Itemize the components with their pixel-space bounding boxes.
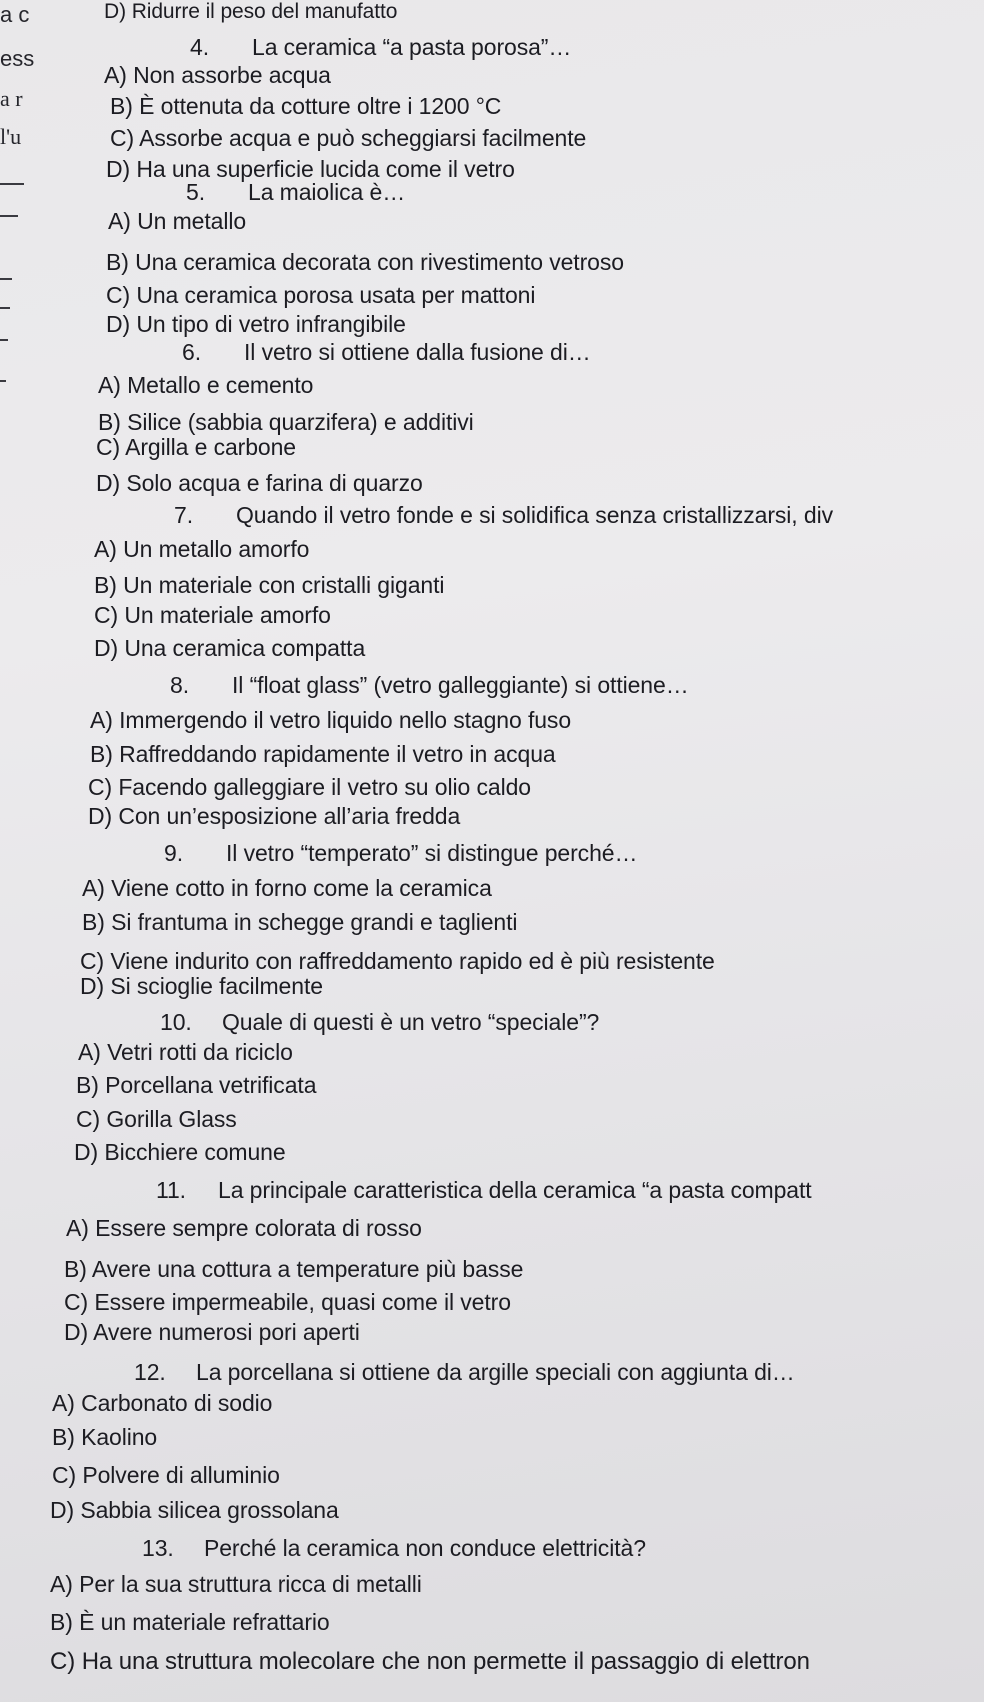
cut-off-option: D) Ridurre il peso del manufatto [104,0,398,23]
question-text: Perché la ceramica non conduce elettricità? [204,1535,646,1561]
question-number: 11. [156,1177,186,1203]
fragment-mark [0,278,12,280]
option: D) Una ceramica compatta [94,635,366,661]
question-text: Quando il vetro fonde e si solidifica senza cristallizzarsi, div [236,502,833,528]
fragment-mark [0,183,24,185]
option: B) È un materiale refrattario [50,1609,330,1635]
question-9 [164,840,637,867]
question-number: 6. [182,339,201,365]
question-text: La principale caratteristica della ceramica “a pasta compatt [218,1177,812,1203]
question-4 [190,34,571,61]
option: D) Con un’esposizione all’aria fredda [88,803,461,829]
option: A) Un metallo [108,208,247,234]
question-number: 13. [142,1535,174,1561]
option: C) Gorilla Glass [76,1106,237,1132]
option: B) Avere una cottura a temperature più basse [64,1256,524,1282]
question-number: 12. [134,1359,166,1385]
option: B) Si frantuma in schegge grandi e taglienti [82,909,518,935]
fragment-text: l'u [0,124,22,149]
fragment-mark [0,307,10,309]
option: C) Argilla e carbone [96,434,296,460]
question-6 [182,339,591,366]
fragment-text: a c [0,2,30,27]
question-13 [142,1535,646,1562]
option: B) Un materiale con cristalli giganti [94,572,445,598]
question-text: Il vetro “temperato” si distingue perché… [226,840,638,866]
fragment-mark [0,339,8,341]
option: A) Vetri rotti da riciclo [78,1039,293,1065]
question-number: 4. [190,34,209,60]
fragment-text: a r [0,86,23,111]
option: A) Per la sua struttura ricca di metalli [50,1571,422,1597]
option: B) Kaolino [52,1424,158,1450]
question-10 [160,1009,599,1036]
option: C) Facendo galleggiare il vetro su olio caldo [88,774,531,800]
option: D) Avere numerosi pori aperti [64,1319,360,1345]
previous-column-fragments [0,0,35,1702]
option: D) Solo acqua e farina di quarzo [96,470,423,496]
fragment-mark [0,215,18,217]
question-text: Il “float glass” (vetro galleggiante) si ottiene… [232,672,689,698]
option: C) Una ceramica porosa usata per mattoni [106,282,536,308]
option: D) Si scioglie facilmente [80,973,323,999]
question-12 [134,1359,795,1386]
option: B) Raffreddando rapidamente il vetro in acqua [90,741,556,767]
option: D) Sabbia silicea grossolana [50,1497,339,1523]
question-11 [156,1177,812,1204]
option: A) Immergendo il vetro liquido nello stagno fuso [90,707,572,733]
option: A) Viene cotto in forno come la ceramica [82,875,492,901]
question-7 [174,502,833,529]
question-number: 8. [170,672,189,698]
question-number: 7. [174,502,193,528]
option: C) Viene indurito con raffreddamento rapido ed è più resistente [80,948,715,974]
option: A) Essere sempre colorata di rosso [66,1215,422,1241]
option: D) Bicchiere comune [74,1139,286,1165]
question-text: La maiolica è… [248,179,406,205]
question-8 [170,672,689,699]
option: C) Essere impermeabile, quasi come il vetro [64,1289,511,1315]
option: C) Ha una struttura molecolare che non permette il passaggio di elettron [50,1648,810,1675]
option: C) Assorbe acqua e può scheggiarsi facilmente [110,125,587,151]
question-number: 9. [164,840,183,866]
option: C) Polvere di alluminio [52,1462,280,1488]
option: D) Ha una superficie lucida come il vetro [106,156,515,182]
fragment-text: ess [0,46,35,71]
question-text: La porcellana si ottiene da argille speciali con aggiunta di… [196,1359,795,1385]
option: B) Una ceramica decorata con rivestimento vetroso [106,249,624,275]
option: B) Silice (sabbia quarzifera) e additivi [98,409,474,435]
fragment-mark [0,380,6,382]
option: A) Un metallo amorfo [94,536,310,562]
option: B) È ottenuta da cotture oltre i 1200 °C [110,93,502,119]
question-text: Quale di questi è un vetro “speciale”? [222,1009,600,1035]
option: A) Carbonato di sodio [52,1390,273,1416]
question-5 [186,179,405,206]
question-text: La ceramica “a pasta porosa”… [252,34,572,60]
question-text: Il vetro si ottiene dalla fusione di… [244,339,591,365]
option: B) Porcellana vetrificata [76,1072,317,1098]
option: C) Un materiale amorfo [94,602,331,628]
option: A) Non assorbe acqua [104,62,331,88]
option: A) Metallo e cemento [98,372,314,398]
option: D) Un tipo di vetro infrangibile [106,311,406,337]
question-number: 5. [186,179,205,205]
question-number: 10. [160,1009,192,1035]
